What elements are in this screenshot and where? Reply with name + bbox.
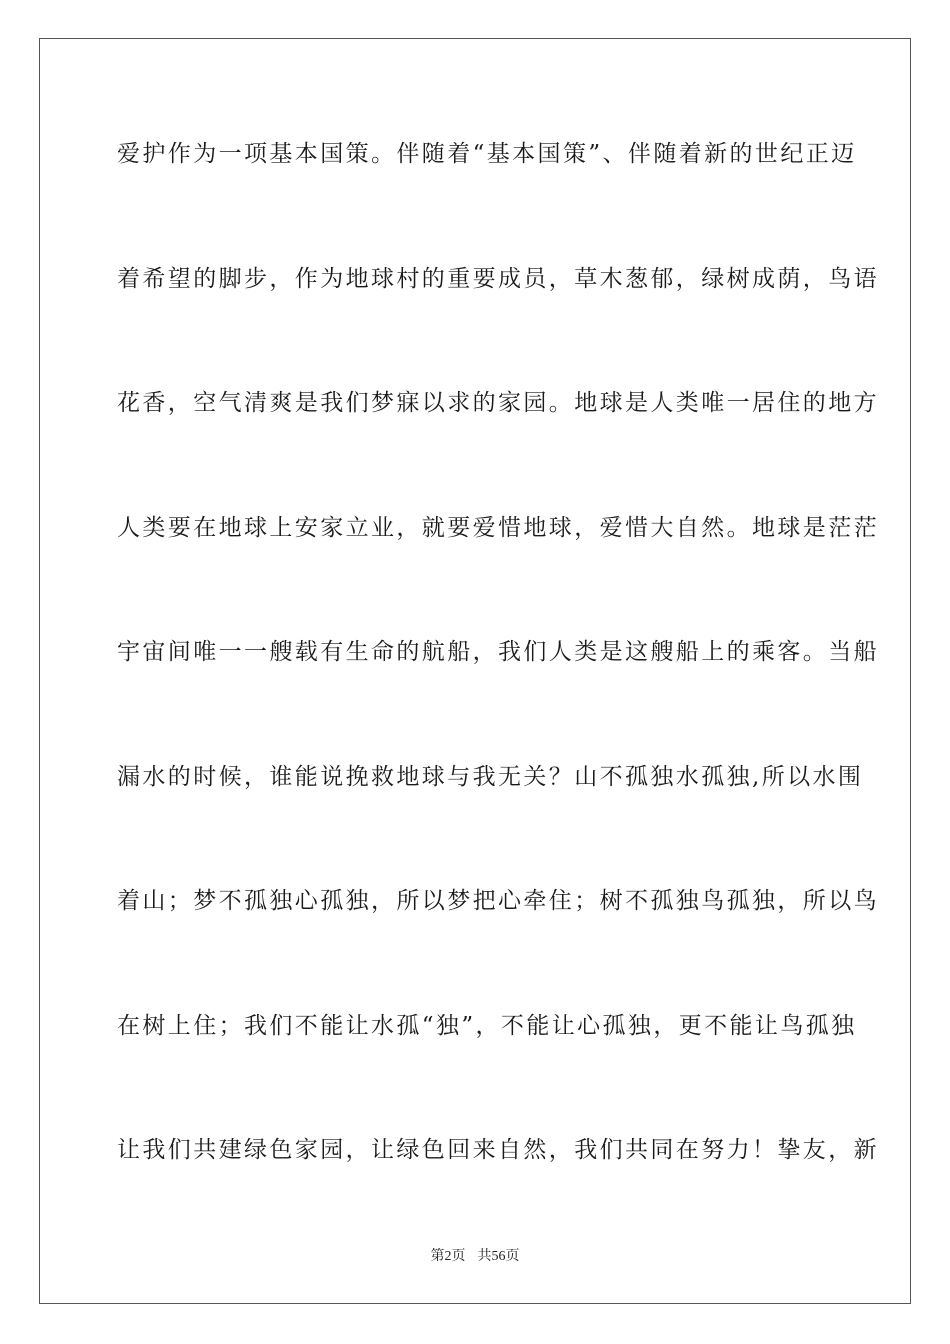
text-line: 着山；梦不孤独心孤独，所以梦把心牵住；树不孤独鸟孤独，所以鸟 (117, 888, 879, 914)
text-line: 宇宙间唯一一艘载有生命的航船，我们人类是这艘船上的乘客。当船 (117, 639, 879, 665)
current-page-label: 第2页 (430, 1249, 466, 1264)
text-line: 漏水的时候，谁能说挽救地球与我无关？山不孤独水孤独,所以水围 (117, 763, 864, 790)
text-line: 在树上住；我们不能让水孤“独”，不能让心孤独，更不能让鸟孤独 (117, 1012, 857, 1039)
text-line: 让我们共建绿色家园，让绿色回来自然，我们共同在努力！挚友，新 (117, 1137, 879, 1163)
text-line: 爱护作为一项基本国策。伴随着“基本国策”、伴随着新的世纪正迈 (117, 141, 857, 167)
document-body (117, 134, 879, 1255)
text-line: 着希望的脚步，作为地球村的重要成员，草木葱郁，绿树成荫，鸟语 (117, 265, 879, 292)
text-line: 人类要在地球上安家立业，就要爱惜地球，爱惜大自然。地球是茫茫 (117, 514, 879, 541)
total-pages-label: 共56页 (477, 1249, 520, 1264)
text-line: 花香，空气清爽是我们梦寐以求的家园。地球是人类唯一居住的地方 (117, 390, 879, 416)
page-footer (0, 1245, 950, 1265)
